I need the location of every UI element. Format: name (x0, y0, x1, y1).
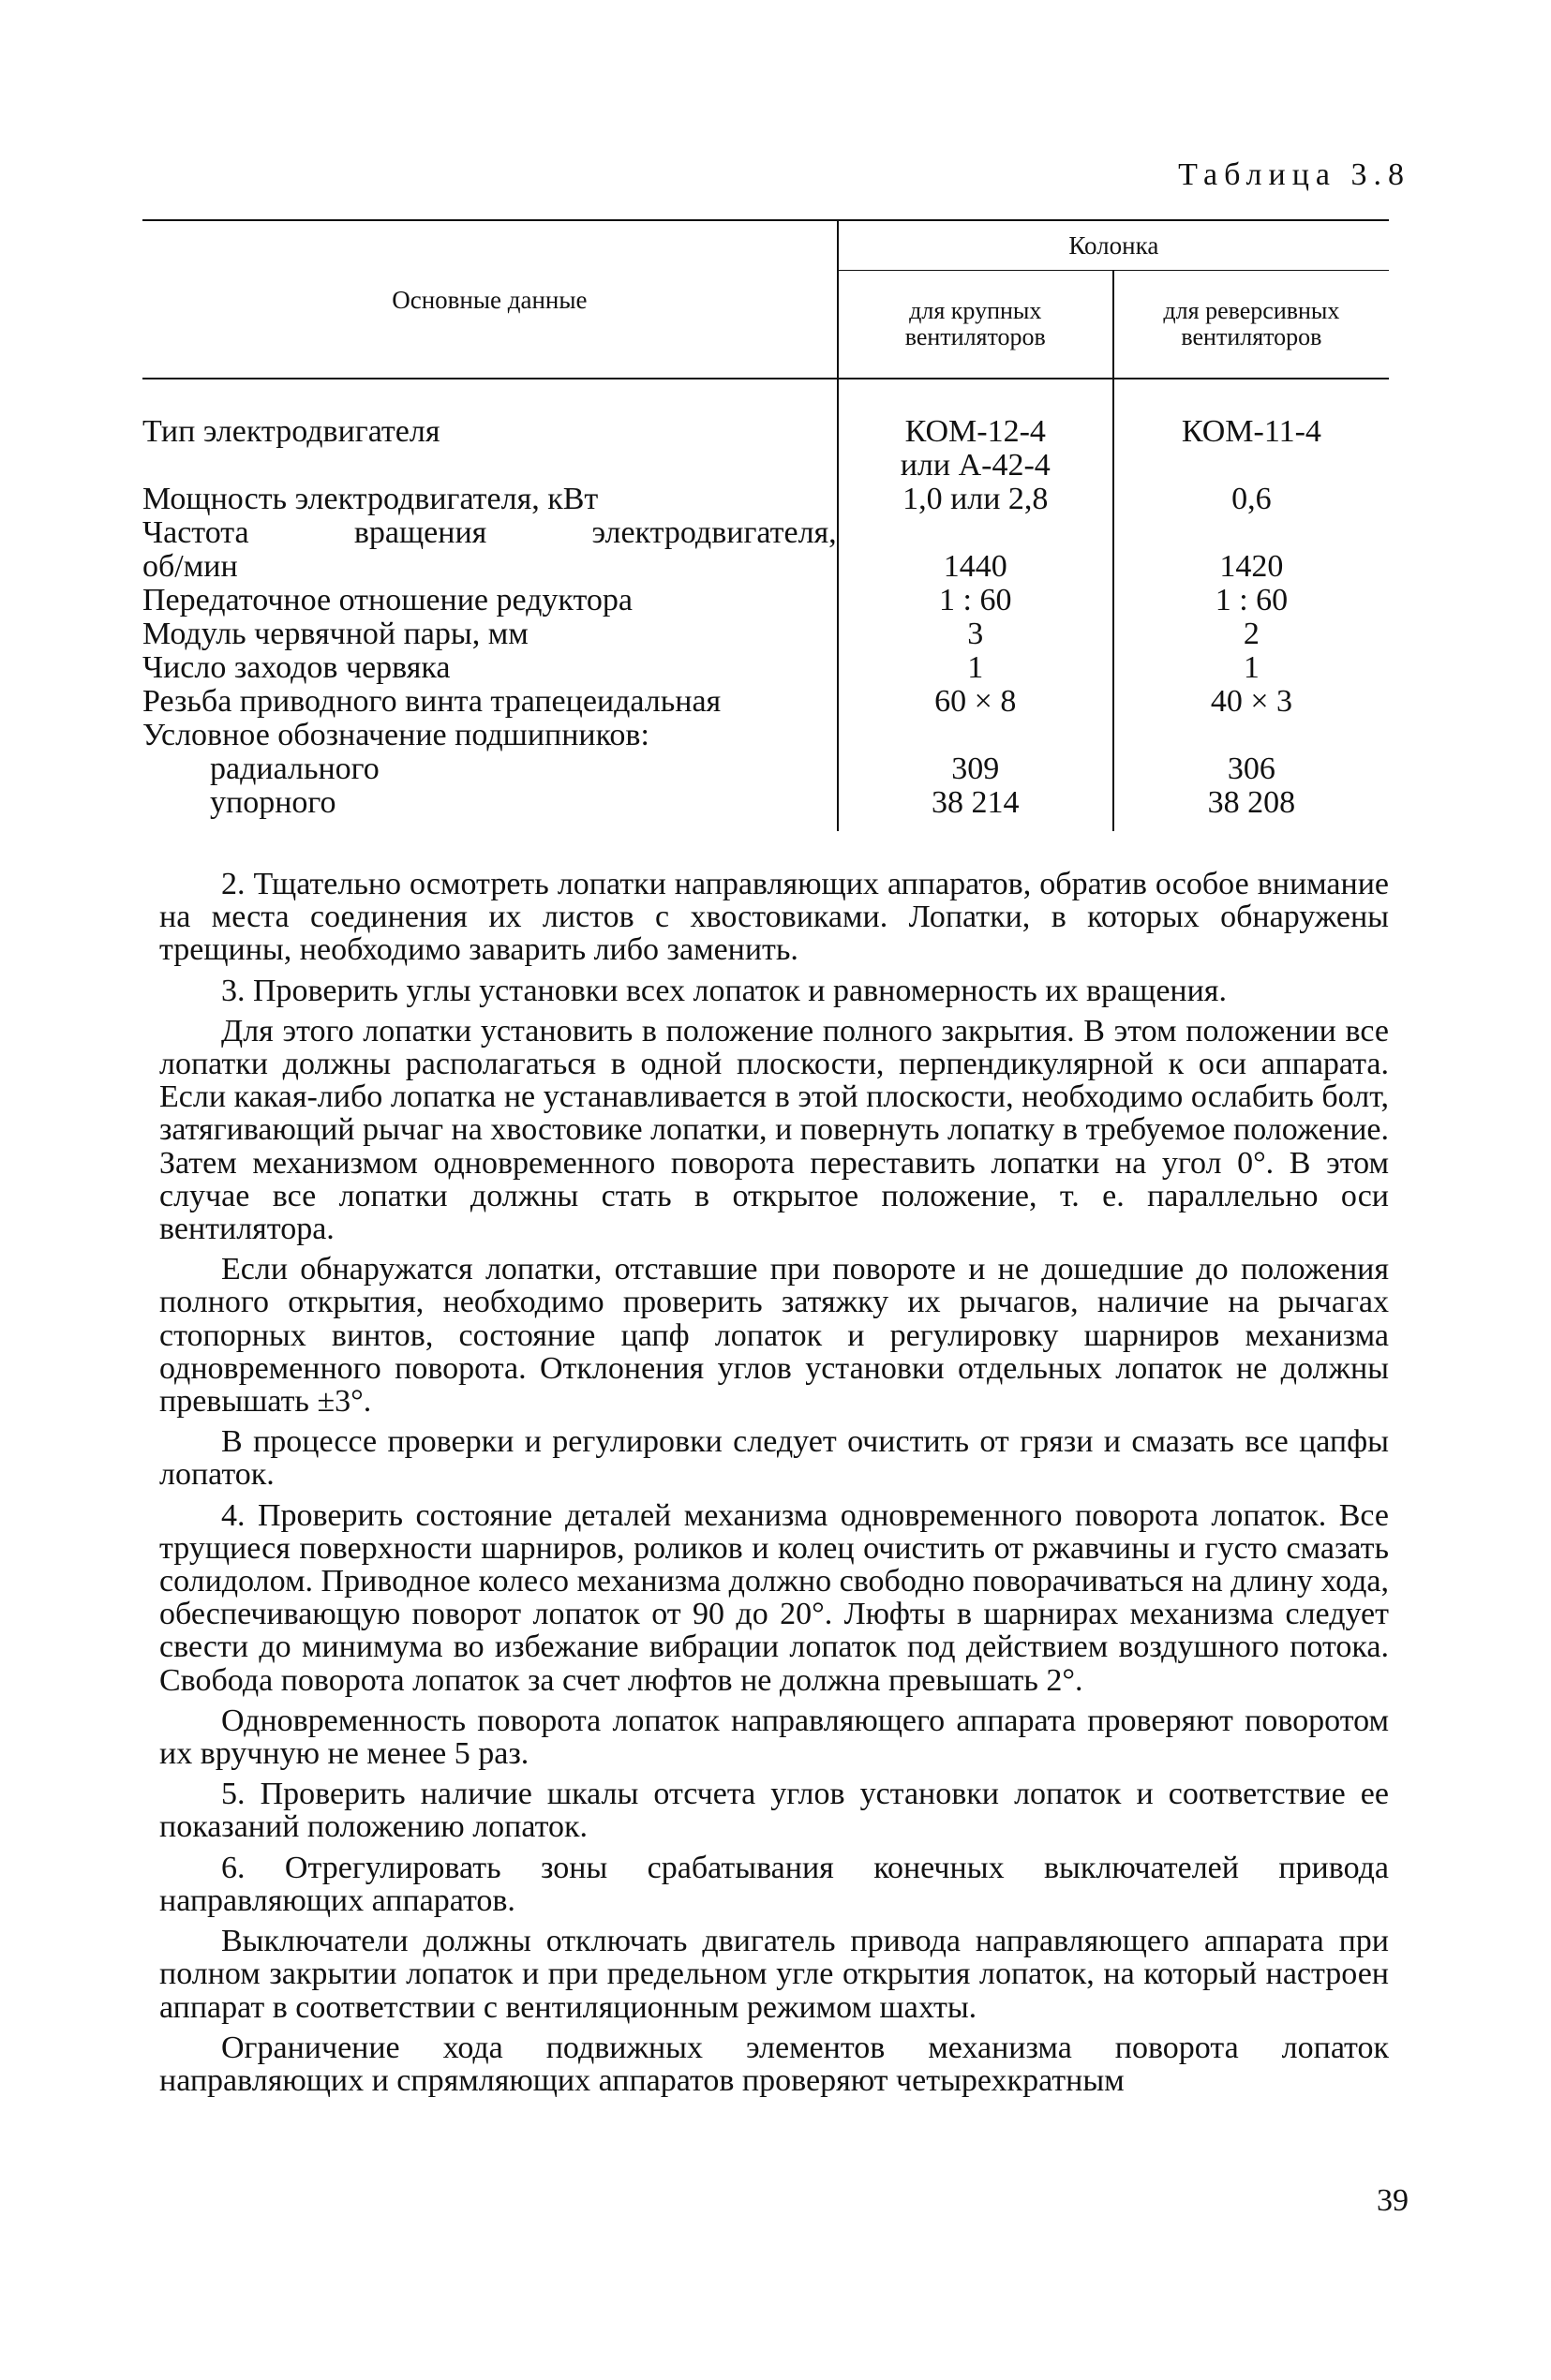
row-label: Передаточное отношение редуктора (142, 583, 633, 617)
row-label: Тип электродвигателя (142, 414, 440, 449)
cell-large-fans: 309 (838, 752, 1113, 786)
paragraph: 6. Отрегулировать зоны срабатывания конечных выключателей привода направляющих аппаратов. (159, 1850, 1389, 1918)
table-row (142, 617, 1389, 651)
paragraph: Для этого лопатки установить в положение полного закрытия. В этом положении все лопатки должны располагаться в одной плоскости, перпендикулярной к оси аппарата. Если какая-либо лопатка не устанавливается в этой плоскости, необходимо ослабить болт, затягивающий рычаг на хвостовике лопатки, и повернуть лопатку в требуемое положение. Затем механизмом одновременного поворота переставить лопатки на угол 0°. В этом случае все лопатки должны стать в открытое положение, т. е. параллельно оси вентилятора. (159, 1013, 1389, 1247)
cell-reversible-fans (1113, 719, 1389, 752)
table-row (142, 483, 1389, 516)
cell-large-fans: 60 × 8 (838, 685, 1113, 719)
header-large-fans: для крупных вентиляторов (838, 271, 1113, 379)
paragraph: Ограничение хода подвижных элементов механизма поворота лопаток направляющих и спрямляющих аппаратов проверяют четырехкратным (159, 2030, 1389, 2098)
table-caption: Таблица 3.8 (1178, 157, 1410, 192)
cell-large-fans: 1 : 60 (838, 584, 1113, 617)
cell-reversible-fans: 1 (1113, 651, 1389, 685)
paragraph: 5. Проверить наличие шкалы отсчета углов установки лопаток и соответствие ее показаний положению лопаток. (159, 1777, 1389, 1845)
row-label: Модуль червячной пары, мм (142, 617, 529, 651)
header-column-group: Колонка (838, 220, 1389, 271)
header-reversible-fans: для реверсивных вентиляторов (1113, 271, 1389, 379)
table-row (142, 752, 1389, 786)
cell-reversible-fans: КОМ-11-4 (1113, 379, 1389, 483)
cell-reversible-fans: 38 208 (1113, 786, 1389, 831)
paragraph: 2. Тщательно осмотреть лопатки направляющих аппаратов, обратив особое внимание на места соединения их листов с хвостовиками. Лопатки, в которых обнаружены трещины, необходимо заварить либо заменить. (159, 867, 1389, 968)
body-text (159, 868, 1389, 2105)
cell-large-fans: КОМ-12-4 или А-42-4 (838, 379, 1113, 483)
cell-large-fans: 1 (838, 651, 1113, 685)
table-row (142, 651, 1389, 685)
row-label: радиального (210, 751, 380, 786)
table-row (142, 685, 1389, 719)
specification-table (142, 219, 1389, 831)
row-label: Число заходов червяка (142, 650, 451, 685)
paragraph: 4. Проверить состояние деталей механизма одновременного поворота лопаток. Все трущиеся поверхности шарниров, роликов и колец очистить от ржавчины и густо смазать солидолом. Приводное колесо механизма должно свободно поворачиваться на длину хода, обеспечивающую поворот лопаток от 90 до 20°. Люфты в шарнирах механизма следует свести до минимума во избежание вибрации лопаток под действием воздушного потока. Свобода поворота лопаток за счет люфтов не должна превышать 2°. (159, 1497, 1389, 1698)
cell-reversible-fans: 1 : 60 (1113, 584, 1389, 617)
row-label: Мощность электродвигателя, кВт (142, 482, 599, 516)
table-row (142, 719, 1389, 752)
paragraph: 3. Проверить углы установки всех лопаток и равномерность их вращения. (221, 973, 1227, 1008)
row-label: Частота вращения электродвигателя, об/мин (142, 515, 837, 584)
cell-reversible-fans: 0,6 (1113, 483, 1389, 516)
cell-reversible-fans: 2 (1113, 617, 1389, 651)
cell-reversible-fans: 40 × 3 (1113, 685, 1389, 719)
cell-large-fans: 38 214 (838, 786, 1113, 831)
table-row (142, 379, 1389, 483)
paragraph: В процессе проверки и регулировки следует очистить от грязи и смазать все цапфы лопаток. (159, 1424, 1389, 1493)
cell-large-fans: 3 (838, 617, 1113, 651)
paragraph: Если обнаружатся лопатки, отставшие при повороте и не дошедшие до положения полного открытия, необходимо проверить затяжку их рычагов, наличие на рычагах стопорных винтов, состояние цапф лопаток и регулировку шарниров механизма одновременного поворота. Отклонения углов установки отдельных лопаток не должны превышать ±3°. (159, 1252, 1389, 1420)
header-main-data: Основные данные (142, 220, 838, 379)
cell-reversible-fans: 1420 (1113, 516, 1389, 584)
table-row (142, 516, 1389, 584)
cell-large-fans (838, 719, 1113, 752)
cell-large-fans: 1440 (838, 516, 1113, 584)
table-row (142, 786, 1389, 831)
table-row (142, 584, 1389, 617)
paragraph: Одновременность поворота лопаток направляющего аппарата проверяют поворотом их вручную не менее 5 раз. (159, 1703, 1389, 1772)
row-label: Резьба приводного винта трапецеидальная (142, 684, 722, 719)
cell-reversible-fans: 306 (1113, 752, 1389, 786)
paragraph: Выключатели должны отключать двигатель привода направляющего аппарата при полном закрытии лопаток и при предельном угле открытия лопаток, на который настроен аппарат в соответствии с вентиляционным режимом шахты. (159, 1924, 1389, 2025)
row-label: упорного (210, 785, 336, 820)
cell-large-fans: 1,0 или 2,8 (838, 483, 1113, 516)
row-label: Условное обозначение подшипников: (142, 718, 649, 752)
page-number: 39 (1377, 2183, 1409, 2218)
